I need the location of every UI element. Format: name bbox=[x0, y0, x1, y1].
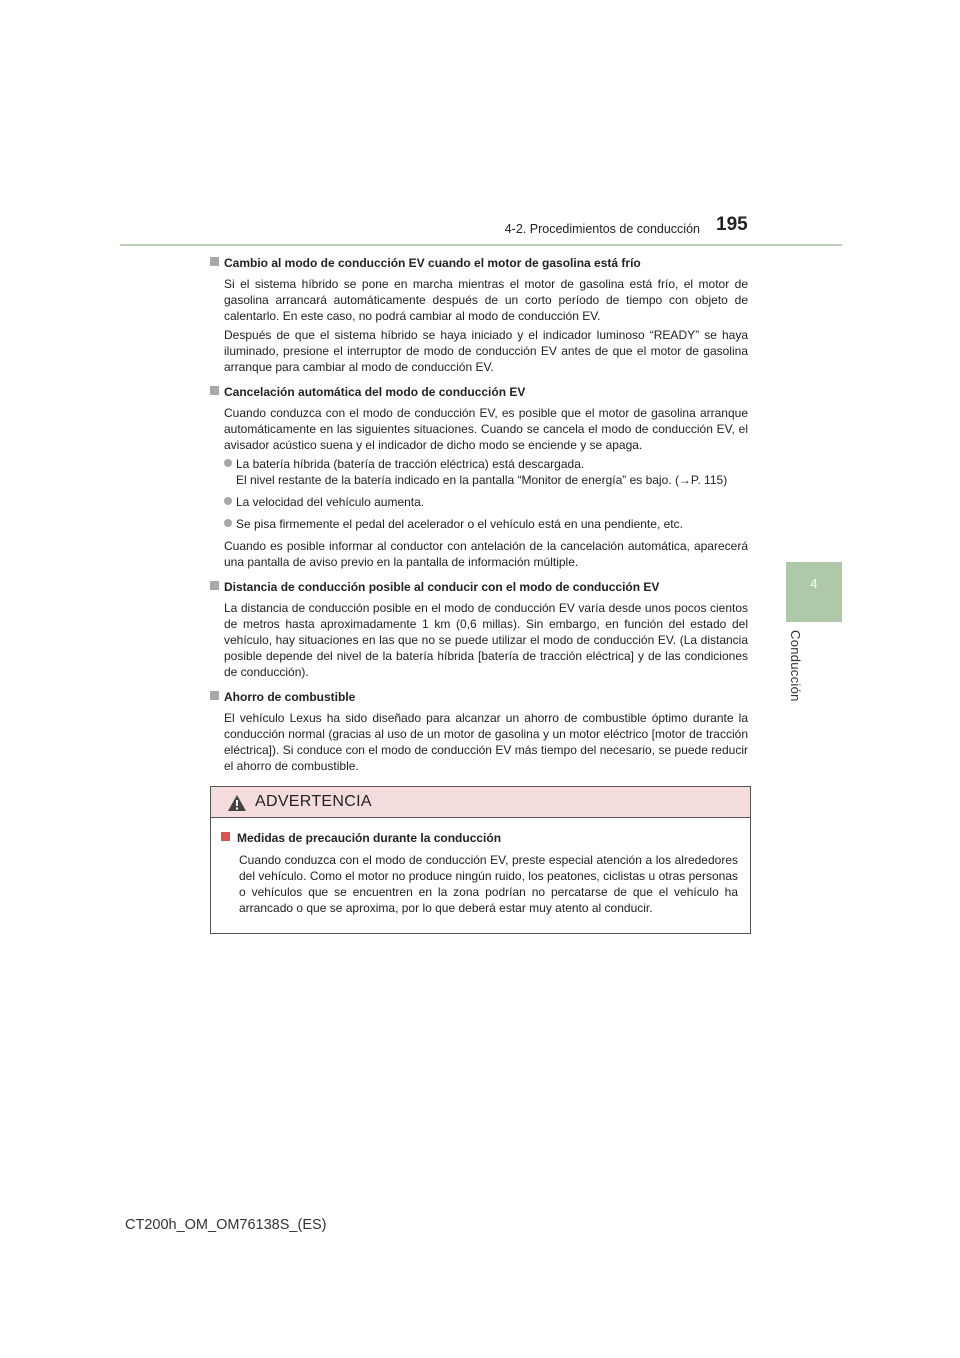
square-bullet-icon bbox=[210, 691, 219, 700]
warning-body bbox=[211, 818, 750, 916]
paragraph: Cuando es posible informar al conductor con antelación de la cancelación automática, aparecerá una pantalla de aviso previo en la pantalla de información múltiple. bbox=[224, 539, 748, 569]
section-title-text: Cambio al modo de conducción EV cuando el motor de gasolina está frío bbox=[224, 256, 641, 270]
header-rule bbox=[120, 244, 842, 246]
list-item-subtext: El nivel restante de la batería indicado en la pantalla “Monitor de energía” es bajo. (→P. 115) bbox=[236, 473, 728, 487]
square-bullet-icon bbox=[210, 581, 219, 590]
paragraph: Si el sistema híbrido se pone en marcha mientras el motor de gasolina está frío, el motor de gasolina arrancará automáticamente después de un corto período de tiempo con objeto de calentarlo. En este caso, no podrá cambiar al modo de conducción EV. bbox=[224, 277, 748, 323]
section-title bbox=[210, 255, 748, 271]
warning-title bbox=[221, 830, 738, 846]
chapter-label: Conducción bbox=[788, 630, 803, 702]
paragraph: Después de que el sistema híbrido se haya iniciado y el indicador luminoso “READY” se haya iluminado, presione el interruptor de modo de conducción EV antes de que el motor de gasolina arranque para cambiar al modo de conducción EV. bbox=[224, 328, 748, 374]
paragraph: La distancia de conducción posible en el modo de conducción EV varía desde unos pocos cientos de metros hasta aproximadamente 1 km (0,6 millas). Sin embargo, en función del estado del vehículo, hay situaciones en las que no se puede utilizar el modo de conducción EV. (La distancia posible depende del nivel de la batería híbrida [batería de tracción eléctrica] y de las condiciones de conducción). bbox=[224, 601, 748, 679]
round-bullet-icon bbox=[224, 519, 232, 527]
warning-triangle-icon bbox=[227, 793, 247, 823]
section-title bbox=[210, 689, 748, 705]
list-item-text: La velocidad del vehículo aumenta. bbox=[236, 495, 425, 509]
paragraph: El vehículo Lexus ha sido diseñado para alcanzar un ahorro de combustible óptimo durante la conducción normal (gracias al uso de un motor de gasolina y un motor eléctrico [motor de tracción eléctrica]). Si conduce con el modo de conducción EV más tiempo del necesario, se puede reducir el ahorro de combustible. bbox=[224, 711, 748, 773]
section-title-text: Cancelación automática del modo de conducción EV bbox=[224, 385, 526, 399]
section-title-text: Ahorro de combustible bbox=[224, 690, 356, 704]
chapter-tab bbox=[786, 562, 842, 622]
warning-text: Cuando conduzca con el modo de conducción EV, preste especial atención a los alrededores del vehículo. Como el motor no produce ningún ruido, los peatones, ciclistas u otras personas o vehículos que se encuentren en la zona podrían no percatarse de que el vehículo ha arrancado o que se aproxima, por lo que deberá estar muy atento al conducir. bbox=[239, 853, 738, 915]
list-item bbox=[224, 516, 748, 532]
square-bullet-icon bbox=[221, 832, 230, 841]
warning-title-text: Medidas de precaución durante la conducción bbox=[237, 831, 502, 845]
warning-heading: ADVERTENCIA bbox=[255, 793, 372, 810]
section-title bbox=[210, 579, 748, 595]
chapter-number: 4 bbox=[810, 576, 818, 591]
page-number: 195 bbox=[716, 214, 748, 235]
square-bullet-icon bbox=[210, 386, 219, 395]
list-item-text: Se pisa firmemente el pedal del acelerador o el vehículo está en una pendiente, etc. bbox=[236, 517, 683, 531]
paragraph: Cuando conduzca con el modo de conducción EV, es posible que el motor de gasolina arranque automáticamente en las siguientes situaciones. Cuando se cancela el modo de conducción EV, el avisador acústico suena y el indicador de dicho modo se enciende y se apaga. bbox=[224, 406, 748, 452]
square-bullet-icon bbox=[210, 257, 219, 266]
warning-box bbox=[210, 786, 751, 934]
main-content bbox=[210, 255, 748, 777]
round-bullet-icon bbox=[224, 459, 232, 467]
footer-code: CT200h_OM_OM76138S_(ES) bbox=[125, 1217, 327, 1233]
section-title bbox=[210, 384, 748, 400]
list-item bbox=[224, 494, 748, 510]
list-item bbox=[224, 456, 748, 488]
round-bullet-icon bbox=[224, 497, 232, 505]
section-title-text: Distancia de conducción posible al conducir con el modo de conducción EV bbox=[224, 580, 660, 594]
header-section-title: 4-2. Procedimientos de conducción bbox=[504, 222, 700, 236]
list-item-text: La batería híbrida (batería de tracción eléctrica) está descargada. bbox=[236, 457, 585, 471]
warning-header bbox=[211, 787, 750, 818]
